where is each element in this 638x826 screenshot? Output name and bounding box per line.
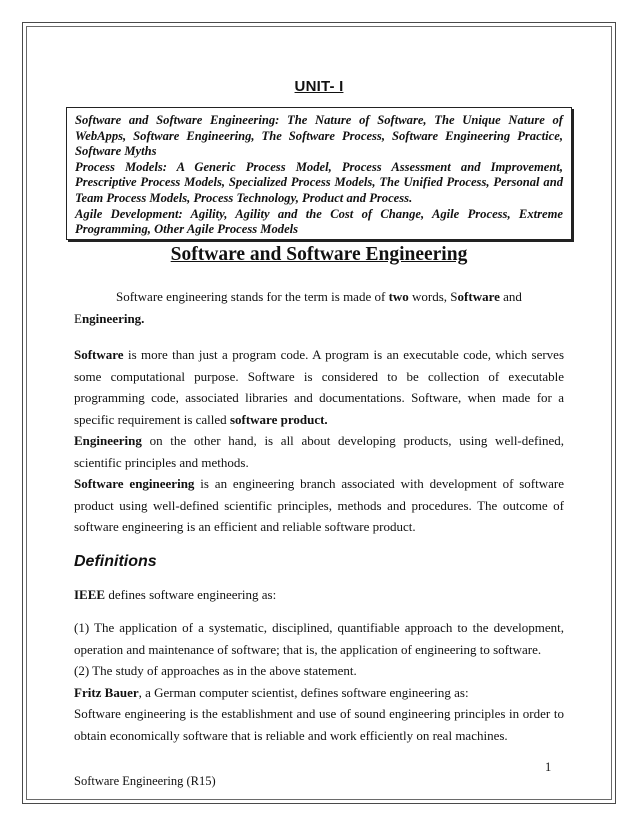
intro-line-1: [74, 286, 564, 308]
definitions-list: [74, 617, 564, 746]
ieee-intro: [74, 584, 564, 606]
section-title: Software and Software Engineering: [170, 244, 468, 265]
se-definition: [74, 473, 564, 538]
term-fritz-bauer: Fritz Bauer: [74, 684, 139, 700]
definition-1: (1) The application of a systematic, disciplined, quantifiable approach to the development, operation and maintenance of software; that is, the application of engineering to software.: [74, 620, 564, 657]
se-text: is an engineering branch associated with development of software product using well-defined scientific principles, methods and procedures. The outcome of software engineering is an efficient and reliable software product.: [74, 476, 564, 534]
syllabus-box: [66, 107, 572, 240]
intro-text: and: [499, 289, 522, 304]
footer-text: Software Engineering (R15): [74, 774, 216, 788]
page-number: 1: [545, 760, 552, 774]
bauer-intro: [74, 682, 564, 704]
intro-text: E: [74, 310, 82, 326]
syllabus-topic-software: Software and Software Engineering: The Nature of Software, The Unique Nature of WebApps, Software Engineering, The Software Process, Software Engineering Practice, Software Myths: [75, 113, 563, 159]
term-engineering: Engineering: [74, 433, 142, 448]
term-software: Software: [74, 347, 124, 362]
term-ieee: IEEE: [74, 587, 106, 602]
engineering-text: on the other hand, is all about developing products, using well-defined, scientific principles and methods.: [74, 433, 564, 470]
intro-text: words, S: [408, 289, 458, 304]
bauer-text: , a German computer scientist, defines software engineering as:: [138, 684, 469, 700]
intro-bold-oftware: oftware: [457, 289, 500, 304]
intro-text: Software engineering stands for the term is made of: [116, 289, 389, 304]
bauer-definition: Software engineering is the establishment and use of sound engineering principles in order to obtain economically software that is reliable and work efficiently on real machines.: [74, 706, 564, 743]
definition-2: (2) The study of approaches as in the above statement.: [74, 663, 357, 678]
intro-line-2: [74, 308, 564, 330]
term-software-product: software product.: [229, 411, 328, 427]
software-text: is more than just a program code. A program is an executable code, which serves some computational purpose. Software is considered to be collection of executable programming code, associated libraries and documentations. Software, when made for a specific requirement is called: [74, 347, 564, 427]
syllabus-topic-process-models: Process Models: A Generic Process Model, Process Assessment and Improvement, Prescriptive Process Models, Specialized Process Models, The Unified Process, Personal and Team Process Models, Process Technology, Product and Process.: [75, 159, 563, 205]
ieee-text: defines software engineering as:: [105, 587, 277, 602]
intro-paragraph: [74, 286, 564, 329]
software-definition: [74, 344, 564, 430]
term-software-engineering: Software engineering: [74, 476, 195, 491]
syllabus-topic-agile: Agile Development: Agility, Agility and the Cost of Change, Agile Process, Extreme Programming, Other Agile Process Models: [75, 206, 563, 237]
unit-title: UNIT- I: [294, 78, 344, 95]
ieee-paragraph: [74, 584, 564, 606]
intro-bold-two: two: [388, 289, 409, 304]
engineering-definition: [74, 430, 564, 473]
definitions-heading: Definitions: [74, 553, 157, 570]
software-paragraph: [74, 344, 564, 538]
intro-bold-ngineering: ngineering.: [81, 310, 145, 326]
